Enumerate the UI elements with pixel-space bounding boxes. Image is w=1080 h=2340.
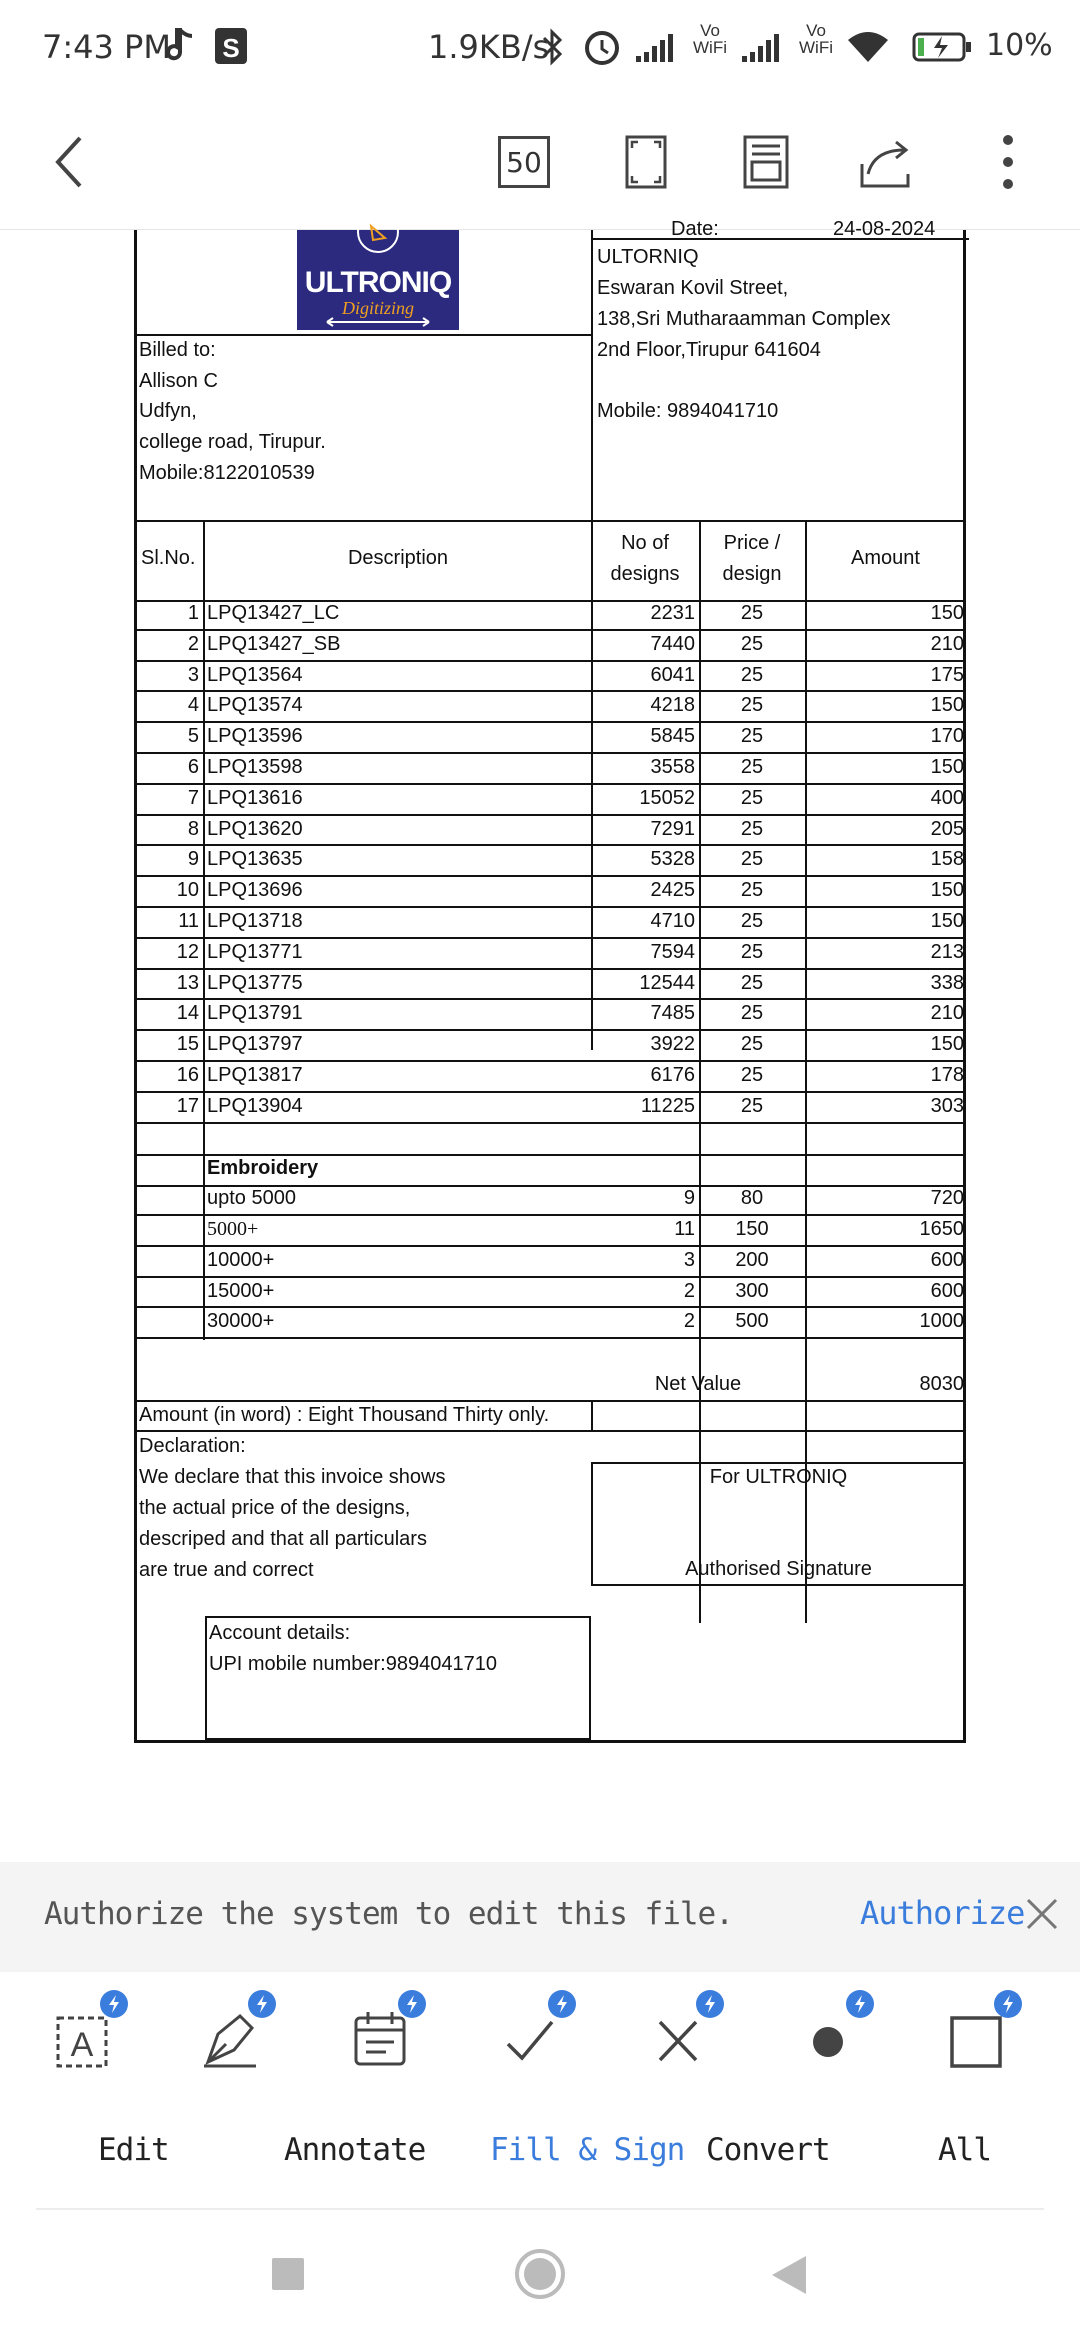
battery-icon [912, 26, 974, 73]
cross-icon[interactable] [638, 1994, 718, 2074]
table-row [137, 600, 966, 631]
cell-price: 25 [740, 663, 764, 686]
embroidery-row [137, 1216, 966, 1247]
cell-amount: 205 [930, 817, 964, 840]
cell-price: 200 [735, 1248, 769, 1271]
header-designs-2: designs [610, 563, 680, 585]
cell-price: 25 [740, 848, 764, 871]
cell-price: 25 [740, 1064, 764, 1086]
table-row [137, 877, 966, 908]
cell-designs: 11225 [640, 1094, 695, 1117]
embroidery-row [137, 1278, 966, 1309]
cell-description: LPQ13620 [207, 817, 303, 840]
authorised-signature: Authorised Signature [685, 1558, 872, 1580]
cell-description: 10000+ [207, 1248, 275, 1271]
cell-sl: 6 [187, 756, 199, 778]
battery-level: 10% [986, 28, 1053, 63]
cell-amount: 175 [930, 663, 964, 686]
cell-sl: 10 [176, 879, 199, 902]
cell-description: LPQ13775 [207, 971, 303, 994]
embroidery-row [137, 1185, 966, 1216]
cell-designs: 4218 [650, 694, 695, 717]
company-address-2: 138,Sri Mutharaamman Complex [597, 308, 891, 330]
signal-icon-2 [740, 26, 786, 73]
declaration-line-3: descriped and that all particulars [139, 1528, 427, 1550]
account-upi: UPI mobile number:9894041710 [209, 1653, 497, 1675]
billed-to-mobile: Mobile:8122010539 [139, 462, 315, 484]
signal-icon [634, 26, 680, 73]
status-bar [0, 0, 1080, 96]
cell-designs: 6041 [650, 663, 695, 686]
dot-icon[interactable] [788, 1994, 868, 2074]
cell-description: 30000+ [207, 1310, 275, 1333]
header-price-1: Price / [723, 532, 781, 554]
table-row [137, 692, 966, 723]
svg-text:S: S [222, 33, 240, 63]
cell-price: 25 [740, 1033, 764, 1056]
cell-amount: 150 [930, 756, 964, 778]
tab-all[interactable]: All [938, 2132, 991, 2168]
cell-description: LPQ13616 [207, 786, 303, 809]
svg-text:A: A [70, 2026, 94, 2064]
cell-price: 25 [740, 725, 764, 748]
table-row [137, 1000, 966, 1031]
cell-description: 15000+ [207, 1279, 275, 1302]
cell-description: LPQ13696 [207, 879, 303, 902]
close-icon[interactable] [1022, 1894, 1062, 1934]
account-label: Account details: [209, 1622, 351, 1644]
header-price-2: design [722, 563, 782, 585]
declaration-line-2: the actual price of the designs, [139, 1497, 411, 1519]
cell-sl: 1 [187, 602, 199, 624]
cell-designs: 9 [683, 1187, 695, 1210]
premium-bolt-icon [846, 1990, 874, 2018]
authorize-message: Authorize the system to edit this file. [44, 1896, 733, 1932]
cell-amount: 178 [930, 1064, 964, 1086]
cell-description: LPQ13574 [207, 694, 303, 717]
billed-to-name: Allison C [139, 370, 218, 392]
cell-price: 25 [740, 786, 764, 809]
cell-description: LPQ13596 [207, 725, 303, 748]
cell-description: LPQ13427_SB [207, 632, 341, 655]
cell-amount: 1650 [919, 1218, 964, 1240]
billed-to-address: college road, Tirupur. [139, 431, 326, 453]
table-row [137, 1062, 966, 1093]
cell-amount: 150 [930, 602, 964, 624]
cell-description: LPQ13427_LC [207, 602, 340, 624]
amount-in-word: Amount (in word) : Eight Thousand Thirty only. [139, 1404, 550, 1426]
cell-description: 5000+ [207, 1218, 259, 1240]
cell-amount: 303 [930, 1094, 964, 1117]
cell-amount: 210 [930, 1002, 964, 1025]
page-view-icon[interactable] [730, 126, 802, 198]
app-s-icon [214, 26, 248, 71]
cell-sl: 5 [187, 725, 199, 748]
cell-sl: 16 [176, 1064, 199, 1086]
table-row [137, 1093, 966, 1124]
header-designs-1: No of [621, 532, 669, 554]
cell-price: 25 [740, 910, 764, 932]
cell-sl: 15 [176, 1033, 199, 1056]
cell-description: LPQ13797 [207, 1033, 303, 1056]
cell-sl: 17 [176, 1094, 199, 1117]
cell-designs: 7440 [650, 632, 695, 655]
fill-sign-tools [0, 1972, 1080, 2090]
cell-amount: 1000 [919, 1310, 964, 1333]
logo-text: ULTRONIQ [304, 266, 452, 299]
vowifi-label-2: Vo WiFi [799, 21, 833, 57]
company-address-3: 2nd Floor,Tirupur 641604 [597, 339, 821, 361]
cell-price: 25 [740, 971, 764, 994]
cell-designs: 6176 [650, 1064, 695, 1086]
for-company: For ULTRONIQ [709, 1466, 848, 1488]
clock: 7:43 PM [42, 28, 171, 66]
embroidery-row [137, 1308, 966, 1339]
billed-to-label: Billed to: [139, 339, 216, 361]
header-sl: Sl.No. [141, 547, 196, 569]
cell-designs: 2425 [650, 879, 695, 902]
text-box-icon[interactable] [42, 1994, 122, 2074]
cell-designs: 11 [674, 1218, 695, 1240]
cell-designs: 2 [683, 1279, 695, 1302]
document-viewer[interactable] [0, 218, 1080, 1862]
cell-sl: 14 [176, 1002, 199, 1025]
cell-description: LPQ13904 [207, 1094, 303, 1117]
cell-designs: 2 [683, 1310, 695, 1333]
company-logo [297, 230, 459, 330]
cell-description: LPQ13718 [207, 910, 303, 932]
cell-designs: 7291 [650, 817, 695, 840]
cell-designs: 15052 [639, 786, 695, 809]
cell-amount: 213 [930, 940, 964, 963]
back-nav-button[interactable] [768, 2254, 808, 2301]
cell-sl: 8 [187, 817, 199, 840]
authorize-button[interactable]: Authorize [860, 1894, 1025, 1932]
cell-price: 25 [740, 1094, 764, 1117]
table-row [137, 1031, 966, 1062]
cell-designs: 3 [683, 1248, 695, 1271]
fullscreen-icon[interactable] [610, 126, 682, 198]
cell-sl: 2 [187, 632, 199, 655]
company-mobile: Mobile: 9894041710 [597, 400, 779, 422]
header-description: Description [347, 547, 449, 569]
embroidery-row [137, 1247, 966, 1278]
cell-amount: 210 [930, 632, 964, 655]
tab-convert[interactable]: Convert [706, 2132, 830, 2168]
more-options-icon[interactable] [972, 126, 1044, 198]
premium-bolt-icon [100, 1990, 128, 2018]
cell-amount: 338 [930, 971, 964, 994]
cell-designs: 12544 [639, 971, 695, 994]
company-name: ULTORNIQ [597, 246, 699, 268]
table-row [137, 723, 966, 754]
tab-annotate[interactable]: Annotate [284, 2132, 426, 2168]
cell-price: 25 [740, 756, 764, 778]
cell-designs: 5845 [650, 725, 695, 748]
declaration-label: Declaration: [139, 1435, 246, 1457]
table-row [137, 631, 966, 662]
cell-designs: 5328 [650, 848, 695, 871]
billed-to-company: Udfyn, [139, 400, 197, 422]
alarm-icon [582, 26, 622, 73]
cell-price: 25 [740, 879, 764, 902]
logo-subtext: Digitizing [341, 298, 414, 318]
net-value: 8030 [919, 1373, 964, 1395]
date-label: Date: [671, 218, 719, 240]
top-toolbar [0, 96, 1080, 230]
cell-designs: 7485 [650, 1002, 695, 1025]
cell-designs: 7594 [650, 940, 695, 963]
recents-button[interactable] [270, 2256, 306, 2297]
cell-amount: 720 [930, 1187, 964, 1210]
wifi-icon [846, 26, 890, 73]
date-icon[interactable] [340, 1994, 420, 2074]
cell-amount: 600 [930, 1279, 964, 1302]
cell-sl: 11 [178, 910, 199, 932]
date-value: 24-08-2024 [833, 218, 936, 240]
cell-sl: 3 [187, 663, 199, 686]
pen-icon[interactable] [190, 1994, 270, 2074]
back-button[interactable] [34, 126, 106, 198]
declaration-line-1: We declare that this invoice shows [139, 1466, 446, 1488]
table-row [137, 846, 966, 877]
rectangle-icon[interactable] [936, 1994, 1016, 2074]
cell-amount: 600 [930, 1248, 964, 1271]
network-speed: 1.9KB/s [428, 28, 550, 66]
cell-sl: 4 [187, 694, 199, 717]
table-row [137, 939, 966, 970]
cell-sl: 12 [176, 940, 199, 963]
cell-price: 80 [740, 1187, 764, 1210]
cell-amount: 150 [930, 694, 964, 717]
table-row [137, 908, 966, 939]
cell-amount: 400 [930, 786, 964, 809]
music-note-icon [166, 26, 194, 71]
cell-price: 300 [735, 1279, 769, 1302]
cell-description: LPQ13635 [207, 848, 303, 871]
invoice-page [134, 218, 966, 1743]
declaration-line-4: are true and correct [139, 1559, 314, 1581]
page-number: 50 [498, 136, 550, 188]
premium-bolt-icon [248, 1990, 276, 2018]
tab-edit[interactable]: Edit [98, 2132, 169, 2168]
cell-amount: 150 [930, 1033, 964, 1056]
table-row [137, 754, 966, 785]
cell-amount: 150 [930, 879, 964, 902]
net-value-label: Net Value [654, 1373, 742, 1395]
cell-description: LPQ13564 [207, 663, 303, 686]
check-icon[interactable] [490, 1994, 570, 2074]
cell-amount: 170 [930, 725, 964, 748]
cell-amount: 158 [930, 848, 964, 871]
authorize-bar [0, 1862, 1080, 1972]
cell-description: upto 5000 [207, 1187, 296, 1210]
cell-price: 500 [735, 1310, 769, 1333]
cell-sl: 7 [187, 786, 199, 809]
cell-amount: 150 [930, 910, 964, 932]
cell-price: 25 [740, 602, 764, 624]
premium-bolt-icon [398, 1990, 426, 2018]
bluetooth-icon [540, 26, 566, 73]
cell-price: 25 [740, 632, 764, 655]
table-row [137, 970, 966, 1001]
cell-sl: 13 [176, 971, 199, 994]
cell-description: LPQ13817 [207, 1064, 303, 1086]
cell-description: LPQ13598 [207, 756, 303, 778]
premium-bolt-icon [994, 1990, 1022, 2018]
cell-designs: 2231 [650, 602, 695, 624]
system-nav-bar [0, 2210, 1080, 2340]
header-amount: Amount [851, 547, 920, 569]
table-row [137, 816, 966, 847]
page-number-button[interactable] [488, 126, 560, 198]
cell-price: 25 [740, 694, 764, 717]
cell-designs: 3558 [650, 756, 695, 778]
cell-price: 25 [740, 940, 764, 963]
share-icon[interactable] [852, 126, 924, 198]
cell-description: LPQ13771 [207, 940, 303, 963]
tab-fill-sign[interactable]: Fill & Sign [490, 2132, 685, 2168]
cell-description: LPQ13791 [207, 1002, 303, 1025]
cell-designs: 3922 [650, 1033, 695, 1056]
cell-price: 150 [735, 1218, 769, 1240]
embroidery-label: Embroidery [207, 1157, 319, 1179]
cell-sl: 9 [187, 848, 199, 871]
cell-designs: 4710 [650, 910, 695, 932]
table-row [137, 662, 966, 693]
company-address-1: Eswaran Kovil Street, [597, 277, 789, 299]
home-button[interactable] [514, 2248, 566, 2305]
cell-price: 25 [740, 1002, 764, 1025]
bottom-tabs [0, 2090, 1080, 2210]
premium-bolt-icon [548, 1990, 576, 2018]
table-row [137, 785, 966, 816]
premium-bolt-icon [696, 1990, 724, 2018]
vowifi-label-1: Vo WiFi [693, 21, 727, 57]
cell-price: 25 [740, 817, 764, 840]
